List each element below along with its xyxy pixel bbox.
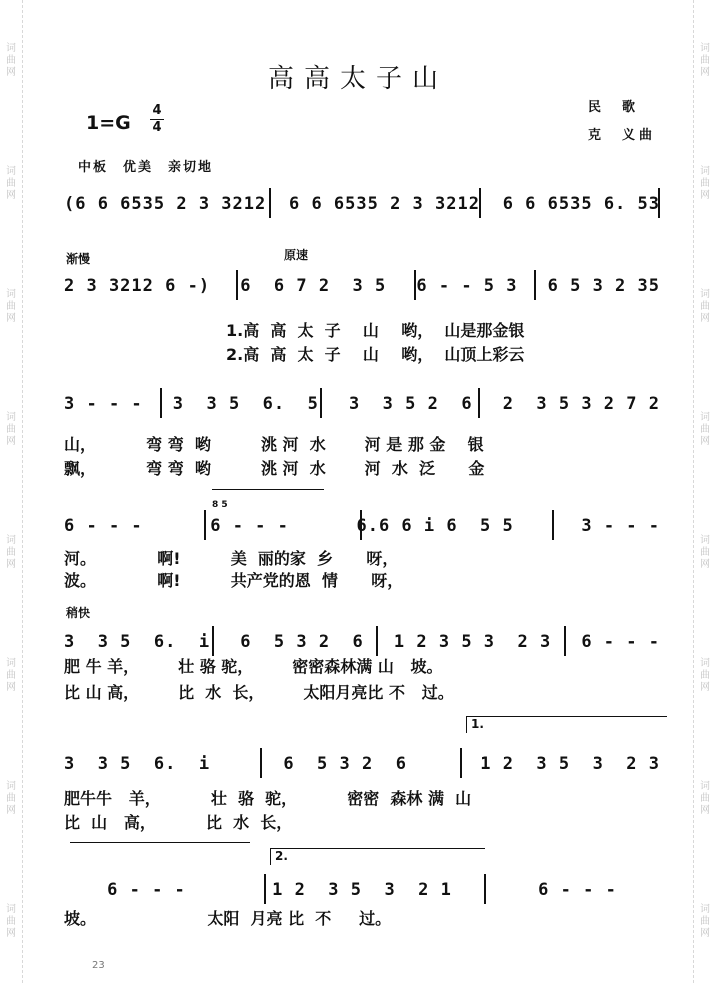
piu-mosso-marking: 稍快	[66, 606, 91, 620]
watermark-mark: 词 曲 网	[6, 903, 16, 939]
measure: 6 - - -	[64, 516, 143, 536]
measure: 1 2 3 5 3 2 3	[480, 754, 660, 774]
measure: 6 5 3 2 6	[283, 754, 407, 774]
first-ending-bracket: 1.	[466, 716, 667, 733]
lyric-verse-2: 比 山 高， 比 水 长， 太阳月亮比 不 过。	[64, 683, 454, 702]
staff-system-4	[64, 510, 660, 544]
staff-system-3	[64, 388, 660, 422]
barline	[658, 188, 660, 218]
key-signature: 1=G	[86, 112, 131, 134]
watermark-mark: 词 曲 网	[6, 289, 16, 325]
measure: 3 3 5 6. i	[64, 754, 211, 774]
measure: 6 - - -	[538, 880, 617, 900]
meter-bottom: 4	[152, 120, 162, 135]
meter-top: 4	[152, 103, 162, 118]
tempo-marking: 中板 优美 亲切地	[78, 160, 214, 175]
watermark-mark: 词 曲 网	[700, 289, 710, 325]
time-signature	[150, 104, 164, 135]
credit-origin: 民 歌	[588, 100, 640, 115]
measure: 6 - - -	[107, 880, 186, 900]
measure: 6 - - -	[581, 632, 660, 652]
watermark-left	[0, 0, 23, 983]
barline	[479, 188, 481, 218]
barline	[414, 270, 416, 300]
measure: 1 2 3 5 3 2 3	[393, 632, 552, 652]
measure: 6 6 7 2 3 5	[240, 276, 387, 296]
watermark-mark: 词 曲 网	[6, 166, 16, 202]
slur-line	[70, 842, 250, 843]
watermark-mark: 词 曲 网	[6, 534, 16, 570]
measure: 3 3 5 6. 5	[172, 394, 319, 414]
lyric-verse-1: 1.高 高 太 子 山 哟， 山是那金银	[226, 321, 525, 340]
lyric-verse-1: 肥牛牛 羊， 壮 骆 驼， 密密 森林 满 山	[64, 789, 472, 808]
barline	[564, 626, 566, 656]
second-ending-bracket: 2.	[270, 848, 485, 865]
measure: 6 - - -	[210, 516, 289, 536]
watermark-right	[693, 0, 716, 983]
watermark-mark: 词 曲 网	[6, 657, 16, 693]
barline	[552, 510, 554, 540]
measure: 3 3 5 6. i	[64, 632, 211, 652]
measure: 6 5 3 2 35	[547, 276, 660, 296]
barline	[484, 874, 486, 904]
barline	[320, 388, 322, 418]
song-title: 高高太子山	[267, 64, 448, 94]
repeat-barline	[264, 874, 266, 904]
watermark-mark: 词 曲 网	[700, 657, 710, 693]
watermark-mark: 词 曲 网	[700, 166, 710, 202]
staff-system-7	[64, 874, 660, 908]
barline	[269, 188, 271, 218]
measure: 6 6 6535 6. 53	[502, 194, 660, 214]
grace-notes: 8 5	[212, 500, 228, 510]
measure: 2 3 3212 6 -)	[64, 276, 211, 296]
barline	[376, 626, 378, 656]
credit-arranger: 克 义曲	[588, 128, 657, 143]
measure: 3 - - -	[64, 394, 143, 414]
measure: 6 6 6535 2 3 3212	[288, 194, 480, 214]
watermark-mark: 词 曲 网	[700, 412, 710, 448]
lyric-verse-2: 波。 啊! 共产党的恩 情 呀，	[64, 571, 404, 590]
barline	[204, 510, 206, 540]
lyric-verse-2: 飘， 弯 弯 哟 洮 河 水 河 水 泛 金	[64, 459, 485, 478]
lyric-verse-2: 2.高 高 太 子 山 哟， 山顶上彩云	[226, 345, 525, 364]
measure: 3 3 5 2 6	[348, 394, 473, 414]
lyric-verse-1: 肥 牛 羊， 壮 骆 驼， 密密森林满 山 坡。	[64, 657, 443, 676]
barline	[212, 626, 214, 656]
barline	[534, 270, 536, 300]
measure: (6 6 6535 2 3 3212	[64, 194, 267, 214]
barline	[260, 748, 262, 778]
measure: 6 - - 5 3	[416, 276, 518, 296]
watermark-mark: 词 曲 网	[6, 780, 16, 816]
lyric-verse-1: 河。 啊! 美 丽的家 乡 呀，	[64, 549, 399, 568]
page-number: 23	[92, 960, 105, 971]
lyric-verse-1: 坡。 太阳 月亮 比 不 过。	[64, 909, 392, 928]
barline	[236, 270, 238, 300]
watermark-mark: 词 曲 网	[700, 43, 710, 79]
watermark-mark: 词 曲 网	[700, 903, 710, 939]
barline	[360, 510, 362, 540]
measure: 3 - - -	[581, 516, 660, 536]
watermark-mark: 词 曲 网	[6, 43, 16, 79]
lyric-verse-1: 山， 弯 弯 哟 洮 河 水 河 是 那 金 银	[64, 435, 484, 454]
watermark-mark: 词 曲 网	[700, 780, 710, 816]
barline	[460, 748, 462, 778]
measure: 6 5 3 2 6	[240, 632, 364, 652]
measure: 6.6 6 i 6 5 5	[356, 516, 514, 536]
slur-line	[212, 489, 324, 490]
watermark-mark: 词 曲 网	[6, 412, 16, 448]
lyric-verse-2: 比 山 高， 比 水 长，	[64, 813, 293, 832]
staff-system-1	[64, 188, 660, 222]
staff-system-6	[64, 748, 660, 782]
watermark-mark: 词 曲 网	[700, 534, 710, 570]
measure: 1 2 3 5 3 2 1	[272, 880, 452, 900]
measure: 2 3 5 3 2 7 2	[502, 394, 660, 414]
rit-marking: 渐慢	[66, 252, 91, 266]
a-tempo-marking: 原速	[284, 248, 309, 262]
barline	[478, 388, 480, 418]
staff-system-2	[64, 270, 660, 304]
barline	[160, 388, 162, 418]
